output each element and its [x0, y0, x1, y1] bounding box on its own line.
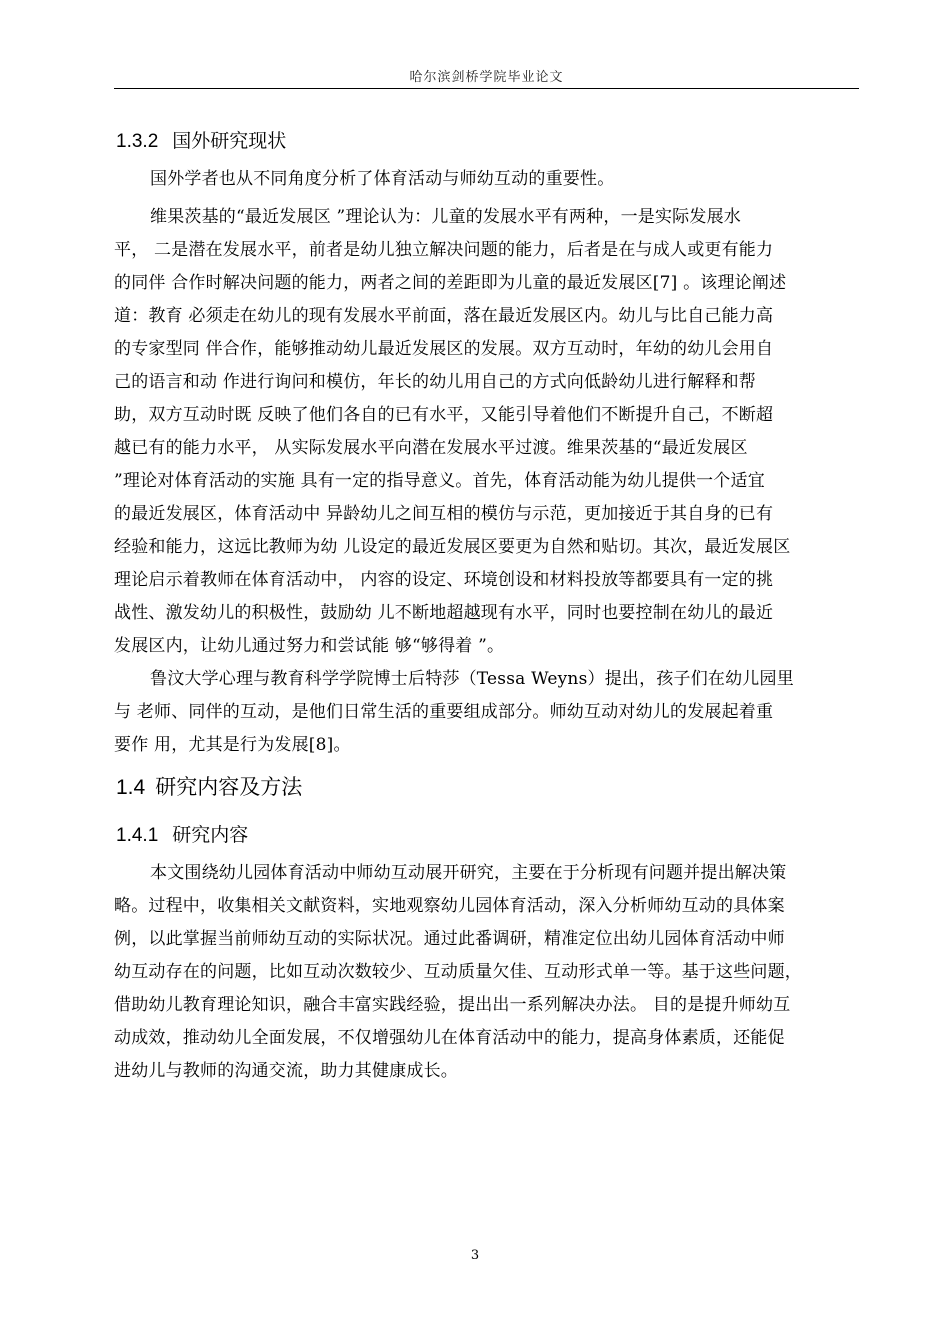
- text-line: 越已有的能力水平， 从实际发展水平向潜在发展水平过渡。维果茨基的“最近发展区: [114, 438, 748, 458]
- text-line: 的最近发展区，体育活动中 异龄幼儿之间互相的模仿与示范，更加接近于其自身的已有: [114, 504, 774, 524]
- header-rule: [114, 88, 859, 89]
- text-line: 借助幼儿教育理论知识，融合丰富实践经验，提出出一系列解决办法。 目的是提升师幼互: [114, 995, 791, 1015]
- text-line: 本文围绕幼儿园体育活动中师幼互动展开研究，主要在于分析现有问题并提出解决策: [150, 863, 787, 883]
- text-line: 进幼儿与教师的沟通交流，助力其健康成长。: [114, 1061, 458, 1081]
- section-number: 1.4.1: [116, 825, 159, 846]
- text-line: ”理论对体育活动的实施 具有一定的指导意义。首先，体育活动能为幼儿提供一个适宜: [114, 471, 765, 491]
- paragraph-3: [114, 663, 864, 762]
- text-line: 略。过程中，收集相关文献资料，实地观察幼儿园体育活动，深入分析师幼互动的具体案: [114, 896, 785, 916]
- section-heading-1-4: [116, 771, 302, 801]
- text-line: 平， 二是潜在发展水平，前者是幼儿独立解决问题的能力，后者是在与成人或更有能力: [114, 240, 774, 260]
- section-number: 1.4: [116, 776, 146, 799]
- text-line: 己的语言和动 作进行询问和模仿，年长的幼儿用自己的方式向低龄幼儿进行解释和帮: [114, 372, 757, 392]
- paragraph-1: [114, 163, 864, 196]
- section-number: 1.3.2: [116, 131, 159, 152]
- text-line: 助，双方互动时既 反映了他们各自的已有水平，又能引导着他们不断提升自己，不断超: [114, 405, 774, 425]
- text-line: 动成效，推动幼儿全面发展，不仅增强幼儿在体育活动中的能力，提高身体素质，还能促: [114, 1028, 785, 1048]
- text-line: 鲁汶大学心理与教育科学学院博士后特莎（Tessa Weyns）提出，孩子们在幼儿园里: [150, 669, 794, 689]
- text-line: 道：教育 必须走在幼儿的现有发展水平前面，落在最近发展区内。幼儿与比自己能力高: [114, 306, 774, 326]
- text-line: 要作 用，尤其是行为发展[8]。: [114, 735, 351, 755]
- section-title: 研究内容: [172, 824, 249, 846]
- text-line: 与 老师、同伴的互动，是他们日常生活的重要组成部分。师幼互动对幼儿的发展起着重: [114, 702, 774, 722]
- text-line: 国外学者也从不同角度分析了体育活动与师幼互动的重要性。: [150, 169, 615, 189]
- text-line: 幼互动存在的问题，比如互动次数较少、互动质量欠佳、互动形式单一等。基于这些问题，: [114, 962, 802, 982]
- section-heading-1-4-1: [116, 820, 248, 847]
- text-line: 维果茨基的“最近发展区 ”理论认为：儿童的发展水平有两种，一是实际发展水: [150, 207, 741, 227]
- running-header: 哈尔滨剑桥学院毕业论文: [409, 70, 564, 85]
- text-line: 战性、激发幼儿的积极性，鼓励幼 儿不断地超越现有水平，同时也要控制在幼儿的最近: [114, 603, 774, 623]
- text-line: 的同伴 合作时解决问题的能力，两者之间的差距即为儿童的最近发展区[7] 。该理论阐述: [114, 273, 787, 293]
- text-line: 理论启示着教师在体育活动中， 内容的设定、环境创设和材料投放等都要具有一定的挑: [114, 570, 774, 590]
- section-heading-1-3-2: [116, 126, 286, 153]
- page-number: 3: [470, 1248, 480, 1263]
- paragraph-2: [114, 201, 864, 663]
- section-title: 国外研究现状: [172, 130, 287, 152]
- text-line: 发展区内，让幼儿通过努力和尝试能 够“够得着 ”。: [114, 636, 505, 656]
- text-line: 的专家型同 伴合作，能够推动幼儿最近发展区的发展。双方互动时，年幼的幼儿会用自: [114, 339, 774, 359]
- text-line: 经验和能力，这远比教师为幼 儿设定的最近发展区要更为自然和贴切。其次，最近发展区: [114, 537, 791, 557]
- text-line: 例，以此掌握当前师幼互动的实际状况。通过此番调研，精准定位出幼儿园体育活动中师: [114, 929, 785, 949]
- section-title: 研究内容及方法: [155, 775, 303, 799]
- paragraph-4: [114, 857, 864, 1088]
